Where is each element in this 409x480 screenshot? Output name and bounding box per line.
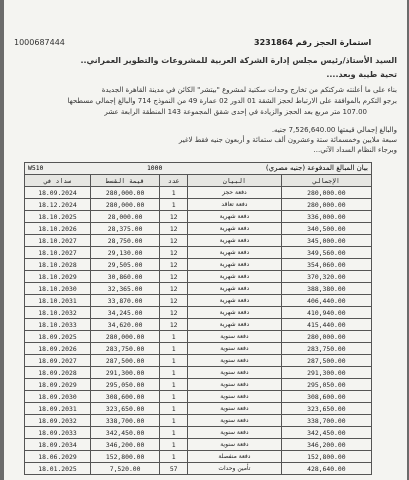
cell-description: دفعة سنوية [188, 331, 282, 343]
body-line-2: برجو التكرم بالموافقة على الارتباط لحجز الشقة 01 الدور 02 عمارة 49 من النموذج 714 والبالغ إجمالي مسطحها [67, 97, 397, 105]
body-line-3: 107.00 متر مربع بعد الحجز والزيادة في إحدى شقق المجموعة 143 المنطقة الرابعة عشر [104, 108, 367, 116]
cell-total: 336,000.00 [281, 211, 371, 223]
cell-description: دفعة شهرية [188, 271, 282, 283]
cell-description: دفعة شهرية [188, 247, 282, 259]
cell-installment: 33,870.00 [90, 295, 159, 307]
cell-total: 280,000.00 [281, 199, 371, 211]
cell-count: 1 [160, 391, 188, 403]
document-number: 1000687444 [14, 38, 65, 47]
cell-installment: 152,800.00 [90, 451, 159, 463]
cell-count: 12 [160, 319, 188, 331]
cell-installment: 30,860.00 [90, 271, 159, 283]
col-description: البيان [188, 175, 282, 187]
table-row [25, 379, 372, 391]
cell-installment: 308,600.00 [90, 391, 159, 403]
cell-date: 18.09.2033 [25, 427, 91, 439]
cell-count: 1 [160, 343, 188, 355]
cell-count: 1 [160, 355, 188, 367]
cell-count: 1 [160, 415, 188, 427]
cell-date: 18.06.2029 [25, 451, 91, 463]
table-row [25, 187, 372, 199]
cell-installment: 280,000.00 [90, 187, 159, 199]
cell-count: 12 [160, 247, 188, 259]
cell-date: 18.10.2033 [25, 319, 91, 331]
table-row [25, 199, 372, 211]
table-row [25, 235, 372, 247]
form-document [4, 0, 407, 480]
table-row [25, 307, 372, 319]
body-line-5: سبعة ملايين وخمسمائة ستة وعشرون ألف ستمائة و أربعون جنيه فقط لاغير [178, 136, 397, 144]
cell-installment: 295,050.00 [90, 379, 159, 391]
cell-count: 12 [160, 295, 188, 307]
cell-total: 338,700.00 [281, 415, 371, 427]
table-header-row [25, 175, 372, 187]
cell-total: 410,940.00 [281, 307, 371, 319]
cell-installment: 283,750.00 [90, 343, 159, 355]
cell-date: 18.09.2029 [25, 379, 91, 391]
cell-date: 18.10.2030 [25, 283, 91, 295]
cell-total: 291,300.00 [281, 367, 371, 379]
cell-description: دفعة سنوية [188, 379, 282, 391]
cell-count: 57 [160, 463, 188, 475]
table-row [25, 391, 372, 403]
cell-count: 12 [160, 283, 188, 295]
cell-installment: 29,130.00 [90, 247, 159, 259]
cell-total: 340,500.00 [281, 223, 371, 235]
cell-installment: 28,000.00 [90, 211, 159, 223]
cell-description: دفعة شهرية [188, 223, 282, 235]
cell-total: 388,380.00 [281, 283, 371, 295]
cell-total: 354,060.00 [281, 259, 371, 271]
cell-date: 18.09.2030 [25, 391, 91, 403]
body-line-1: بناء على ما أعلنته شركتكم من تخارج وحدات سكنية لمشروع "بيتشر" الكائن في مدينة القاهرة الجديدة [101, 86, 397, 94]
cell-date: 18.09.2028 [25, 367, 91, 379]
cell-description: دفعة شهرية [188, 283, 282, 295]
cell-description: دفعة سنوية [188, 355, 282, 367]
table-row [25, 415, 372, 427]
cell-total: 406,440.00 [281, 295, 371, 307]
cell-description: دفعة شهرية [188, 211, 282, 223]
table-row [25, 247, 372, 259]
cell-description: دفعة تعاقد [188, 199, 282, 211]
cell-total: 287,500.00 [281, 355, 371, 367]
col-count: عدد [160, 175, 188, 187]
cell-date: 18.12.2024 [25, 199, 91, 211]
cell-description: دفعة سنوية [188, 343, 282, 355]
col-total: الإجمالي [281, 175, 371, 187]
cell-installment: 32,365.00 [90, 283, 159, 295]
cell-count: 12 [160, 259, 188, 271]
table-row [25, 223, 372, 235]
cell-description: دفعة سنوية [188, 391, 282, 403]
cell-date: 18.10.2025 [25, 211, 91, 223]
cell-installment: 34,245.00 [90, 307, 159, 319]
caption-title: بيان المبالغ المدفوعة (جنيه مصري) [265, 164, 368, 172]
cell-date: 18.10.2031 [25, 295, 91, 307]
cell-installment: 342,450.00 [90, 427, 159, 439]
cell-description: دفعة شهرية [188, 235, 282, 247]
cell-count: 1 [160, 439, 188, 451]
cell-count: 12 [160, 307, 188, 319]
table-row [25, 331, 372, 343]
cell-description: دفعة سنوية [188, 439, 282, 451]
cell-count: 1 [160, 199, 188, 211]
cell-total: 346,200.00 [281, 439, 371, 451]
cell-description: دفعة حجز [188, 187, 282, 199]
caption-amount: 1000 [146, 164, 163, 172]
cell-count: 12 [160, 211, 188, 223]
cell-total: 152,800.00 [281, 451, 371, 463]
cell-count: 1 [160, 403, 188, 415]
table-row [25, 463, 372, 475]
cell-total: 370,320.00 [281, 271, 371, 283]
cell-installment: 28,750.00 [90, 235, 159, 247]
cell-installment: 280,000.00 [90, 199, 159, 211]
col-installment: قيمة القسط [90, 175, 159, 187]
addressee: السيد الأستاذ/رئيس مجلس إدارة الشركة العربية للمشروعات والتطوير العمراني.. [80, 56, 397, 65]
cell-total: 280,000.00 [281, 187, 371, 199]
cell-count: 12 [160, 271, 188, 283]
table-row [25, 355, 372, 367]
cell-installment: 323,650.00 [90, 403, 159, 415]
cell-date: 18.10.2029 [25, 271, 91, 283]
cell-date: 18.09.2027 [25, 355, 91, 367]
cell-installment: 287,500.00 [90, 355, 159, 367]
cell-count: 1 [160, 427, 188, 439]
table-row [25, 211, 372, 223]
cell-total: 308,600.00 [281, 391, 371, 403]
cell-count: 1 [160, 367, 188, 379]
cell-installment: 7,520.00 [90, 463, 159, 475]
cell-count: 1 [160, 187, 188, 199]
cell-date: 18.10.2026 [25, 223, 91, 235]
cell-description: دفعة سنوية [188, 427, 282, 439]
table-row [25, 343, 372, 355]
cell-total: 342,450.00 [281, 427, 371, 439]
cell-date: 18.10.2032 [25, 307, 91, 319]
cell-description: دفعة منفصلة [188, 451, 282, 463]
cell-total: 323,650.00 [281, 403, 371, 415]
cell-date: 18.10.2027 [25, 235, 91, 247]
cell-installment: 280,000.00 [90, 331, 159, 343]
table-row [25, 427, 372, 439]
cell-date: 18.09.2026 [25, 343, 91, 355]
cell-total: 295,050.00 [281, 379, 371, 391]
cell-description: دفعة سنوية [188, 415, 282, 427]
cell-date: 18.09.2032 [25, 415, 91, 427]
cell-date: 18.01.2025 [25, 463, 91, 475]
body-line-4: والبالغ إجمالي قيمتها 7,526,640.00 جنيه. [271, 126, 397, 134]
payment-schedule-table [24, 162, 372, 475]
cell-date: 18.10.2028 [25, 259, 91, 271]
cell-date: 18.09.2034 [25, 439, 91, 451]
cell-description: دفعة شهرية [188, 295, 282, 307]
cell-date: 18.09.2025 [25, 331, 91, 343]
cell-total: 415,440.00 [281, 319, 371, 331]
cell-count: 12 [160, 235, 188, 247]
cell-installment: 346,200.00 [90, 439, 159, 451]
cell-installment: 291,300.00 [90, 367, 159, 379]
cell-count: 1 [160, 379, 188, 391]
body-line-6: وبرجاء النظام السداد الآتي... [313, 146, 397, 154]
caption-code: W510 [28, 164, 44, 172]
col-date: سداد في [25, 175, 91, 187]
cell-total: 345,000.00 [281, 235, 371, 247]
cell-total: 349,560.00 [281, 247, 371, 259]
cell-installment: 28,375.00 [90, 223, 159, 235]
cell-date: 18.09.2024 [25, 187, 91, 199]
cell-total: 280,000.00 [281, 331, 371, 343]
table-row [25, 295, 372, 307]
cell-count: 12 [160, 223, 188, 235]
cell-description: دفعة سنوية [188, 367, 282, 379]
table-row [25, 319, 372, 331]
table-row [25, 271, 372, 283]
cell-installment: 34,620.00 [90, 319, 159, 331]
table-row [25, 283, 372, 295]
greeting: تحية طيبة وبعد.... [326, 70, 397, 79]
table-row [25, 439, 372, 451]
cell-date: 18.10.2027 [25, 247, 91, 259]
cell-count: 1 [160, 331, 188, 343]
cell-description: دفعة سنوية [188, 403, 282, 415]
cell-description: دفعة شهرية [188, 259, 282, 271]
cell-count: 1 [160, 451, 188, 463]
cell-installment: 29,505.00 [90, 259, 159, 271]
cell-total: 428,640.00 [281, 463, 371, 475]
table-caption [24, 162, 372, 174]
cell-description: دفعة شهرية [188, 319, 282, 331]
table-row [25, 259, 372, 271]
cell-description: تأمين وحدات [188, 463, 282, 475]
form-title: استمارة الحجز رقم 3231864 [254, 38, 372, 47]
cell-description: دفعة شهرية [188, 307, 282, 319]
table-row [25, 403, 372, 415]
table-row [25, 367, 372, 379]
cell-installment: 338,700.00 [90, 415, 159, 427]
cell-date: 18.09.2031 [25, 403, 91, 415]
table-row [25, 451, 372, 463]
cell-total: 283,750.00 [281, 343, 371, 355]
